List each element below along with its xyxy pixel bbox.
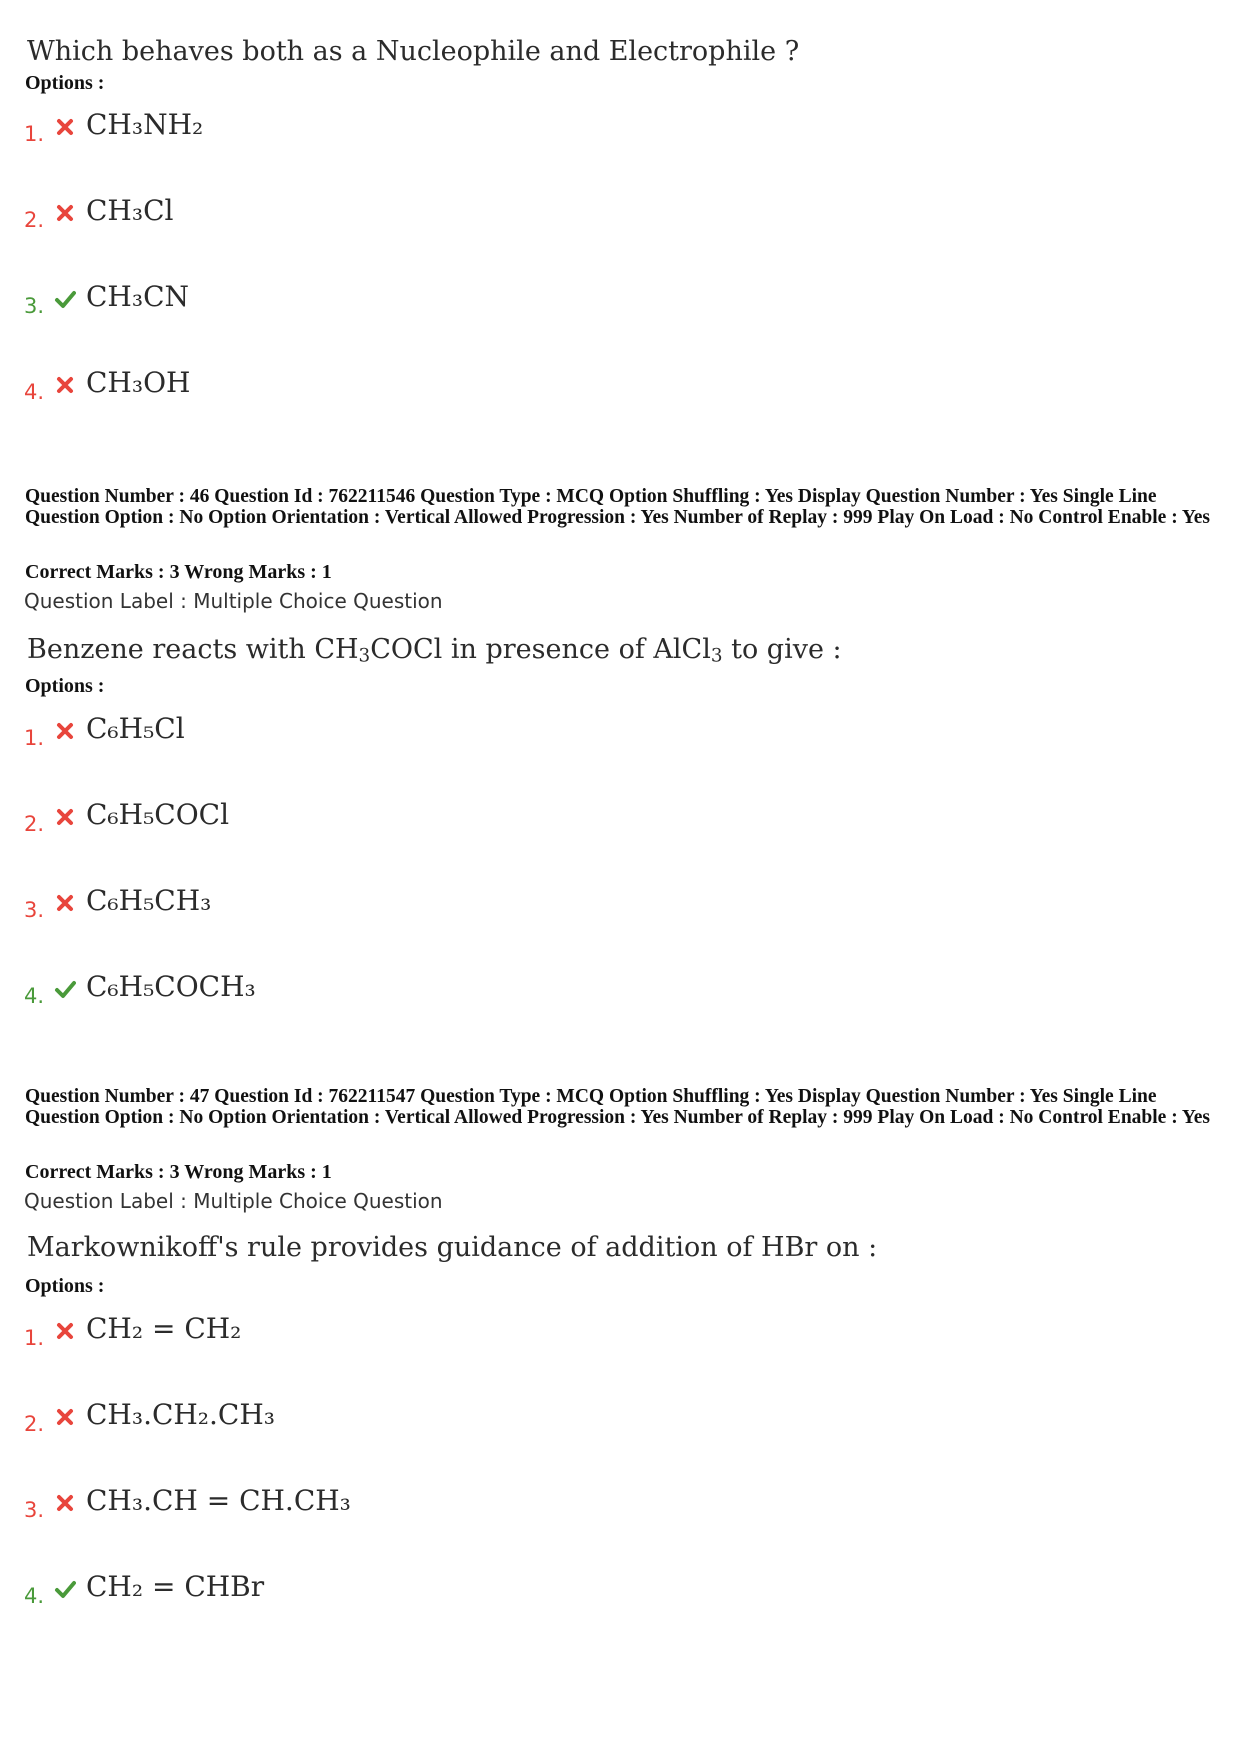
check-icon [54, 288, 76, 310]
check-icon [54, 978, 76, 1000]
cross-icon [54, 892, 76, 914]
cross-icon [54, 806, 76, 828]
option-number: 3. [24, 898, 45, 922]
option-number: 2. [24, 208, 45, 232]
option-formula: CH₃CN [86, 280, 189, 313]
option-formula: CH₃Cl [86, 194, 174, 227]
option-number: 1. [24, 122, 45, 146]
option-formula: CH₃NH₂ [86, 108, 204, 141]
option-formula: CH₂ = CHBr [86, 1570, 265, 1603]
option-formula: C₆H₅COCl [86, 798, 230, 831]
option-number: 4. [24, 380, 45, 404]
question-46-marks: Correct Marks : 3 Wrong Marks : 1 [25, 561, 332, 583]
option-number: 4. [24, 984, 45, 1008]
option-formula: CH₃.CH₂.CH₃ [86, 1398, 275, 1431]
option-number: 1. [24, 1326, 45, 1350]
options-label: Options : [25, 675, 105, 697]
option-formula: C₆H₅Cl [86, 712, 185, 745]
cross-icon [54, 1320, 76, 1342]
option-number: 2. [24, 812, 45, 836]
options-label: Options : [25, 1275, 105, 1297]
option-number: 3. [24, 1498, 45, 1522]
question-47-label: Question Label : Multiple Choice Question [24, 1189, 443, 1213]
question-45-text: Which behaves both as a Nucleophile and Electrophile ? [27, 36, 800, 67]
question-46-label: Question Label : Multiple Choice Question [24, 589, 443, 613]
cross-icon [54, 1492, 76, 1514]
cross-icon [54, 720, 76, 742]
option-number: 3. [24, 294, 45, 318]
check-icon [54, 1578, 76, 1600]
option-number: 1. [24, 726, 45, 750]
option-formula: CH₃OH [86, 366, 191, 399]
question-46-meta: Question Number : 46 Question Id : 762211546 Question Type : MCQ Option Shuffling : Yes Display Question Number : Yes Single Line Question Option : No Option Orientation : Vertical Allowed Progression : Yes Number of Replay : 999 Play On Load : No Control Enable : Yes [25, 486, 1211, 528]
option-number: 2. [24, 1412, 45, 1436]
cross-icon [54, 116, 76, 138]
question-47-text: Markownikoff's rule provides guidance of addition of HBr on : [27, 1232, 878, 1263]
options-label: Options : [25, 72, 105, 94]
option-formula: CH₂ = CH₂ [86, 1312, 242, 1345]
question-46-text: Benzene reacts with $CH_3COCl$ in presence of AlCl$_3$ to give : [27, 634, 842, 667]
cross-icon [54, 202, 76, 224]
cross-icon [54, 1406, 76, 1428]
option-formula: C₆H₅CH₃ [86, 884, 212, 917]
question-47-meta: Question Number : 47 Question Id : 762211547 Question Type : MCQ Option Shuffling : Yes Display Question Number : Yes Single Line Question Option : No Option Orientation : Vertical Allowed Progression : Yes Number of Replay : 999 Play On Load : No Control Enable : Yes [25, 1086, 1211, 1128]
question-47-marks: Correct Marks : 3 Wrong Marks : 1 [25, 1161, 332, 1183]
option-formula: CH₃.CH = CH.CH₃ [86, 1484, 351, 1517]
option-formula: C₆H₅COCH₃ [86, 970, 256, 1003]
option-number: 4. [24, 1584, 45, 1608]
cross-icon [54, 374, 76, 396]
